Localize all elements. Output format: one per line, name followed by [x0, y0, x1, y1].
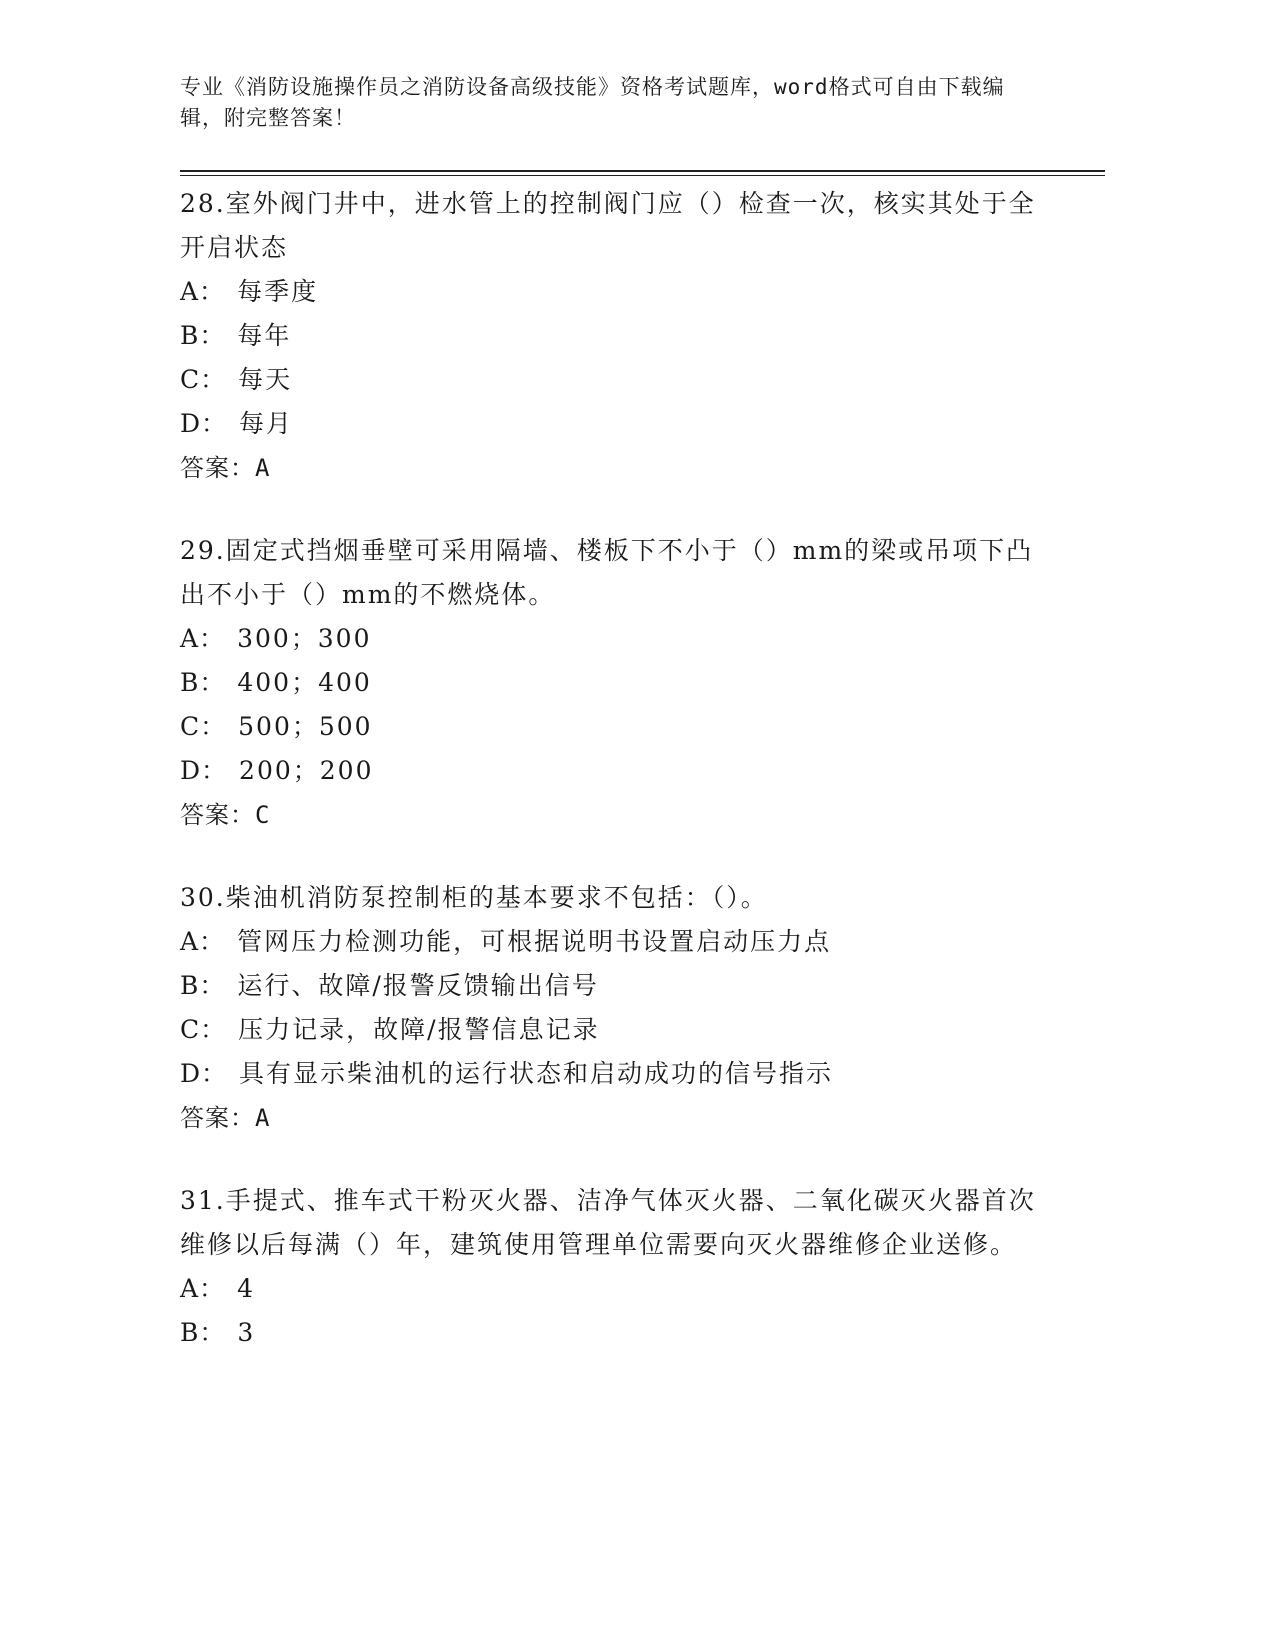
answer-line: 答案：A [180, 454, 271, 482]
question-list [180, 182, 1060, 1394]
question-28 [180, 182, 1060, 490]
question-text: 30.柴油机消防泵控制柜的基本要求不包括：（）。 [180, 883, 768, 912]
option-a: A： 管网压力检测功能，可根据说明书设置启动压力点 [180, 927, 832, 956]
document-header: 专业《消防设施操作员之消防设备高级技能》资格考试题库，word格式可自由下载编辑，附完整答案！ [180, 75, 1005, 130]
option-a: A： 每季度 [180, 277, 319, 306]
question-31 [180, 1179, 1060, 1355]
question-29 [180, 529, 1060, 837]
answer-line: 答案：A [180, 1104, 271, 1132]
option-c: C： 每天 [180, 365, 293, 394]
option-b: B： 3 [180, 1318, 256, 1347]
option-d: D： 200；200 [180, 756, 374, 785]
question-text: 31.手提式、推车式干粉灭火器、洁净气体灭火器、二氧化碳灭火器首次维修以后每满（）年，建筑使用管理单位需要向灭火器维修企业送修。 [180, 1186, 1036, 1259]
answer-line: 答案：C [180, 801, 271, 829]
question-text: 28.室外阀门井中，进水管上的控制阀门应（）检查一次，核实其处于全开启状态 [180, 189, 1036, 262]
header-divider-thick [180, 170, 1105, 172]
option-a: A： 4 [180, 1274, 255, 1303]
option-b: B： 400；400 [180, 668, 372, 697]
option-d: D： 具有显示柴油机的运行状态和启动成功的信号指示 [180, 1059, 834, 1088]
option-b: B： 运行、故障/报警反馈输出信号 [180, 971, 599, 1000]
question-30 [180, 876, 1060, 1140]
option-b: B： 每年 [180, 321, 292, 350]
header-divider-thin [180, 175, 1105, 176]
option-a: A： 300；300 [180, 624, 372, 653]
option-d: D： 每月 [180, 409, 294, 438]
option-c: C： 500；500 [180, 712, 373, 741]
question-text: 29.固定式挡烟垂壁可采用隔墙、楼板下不小于（）mm的梁或吊项下凸出不小于（）mm的不燃烧体。 [180, 536, 1034, 609]
option-c: C： 压力记录，故障/报警信息记录 [180, 1015, 600, 1044]
